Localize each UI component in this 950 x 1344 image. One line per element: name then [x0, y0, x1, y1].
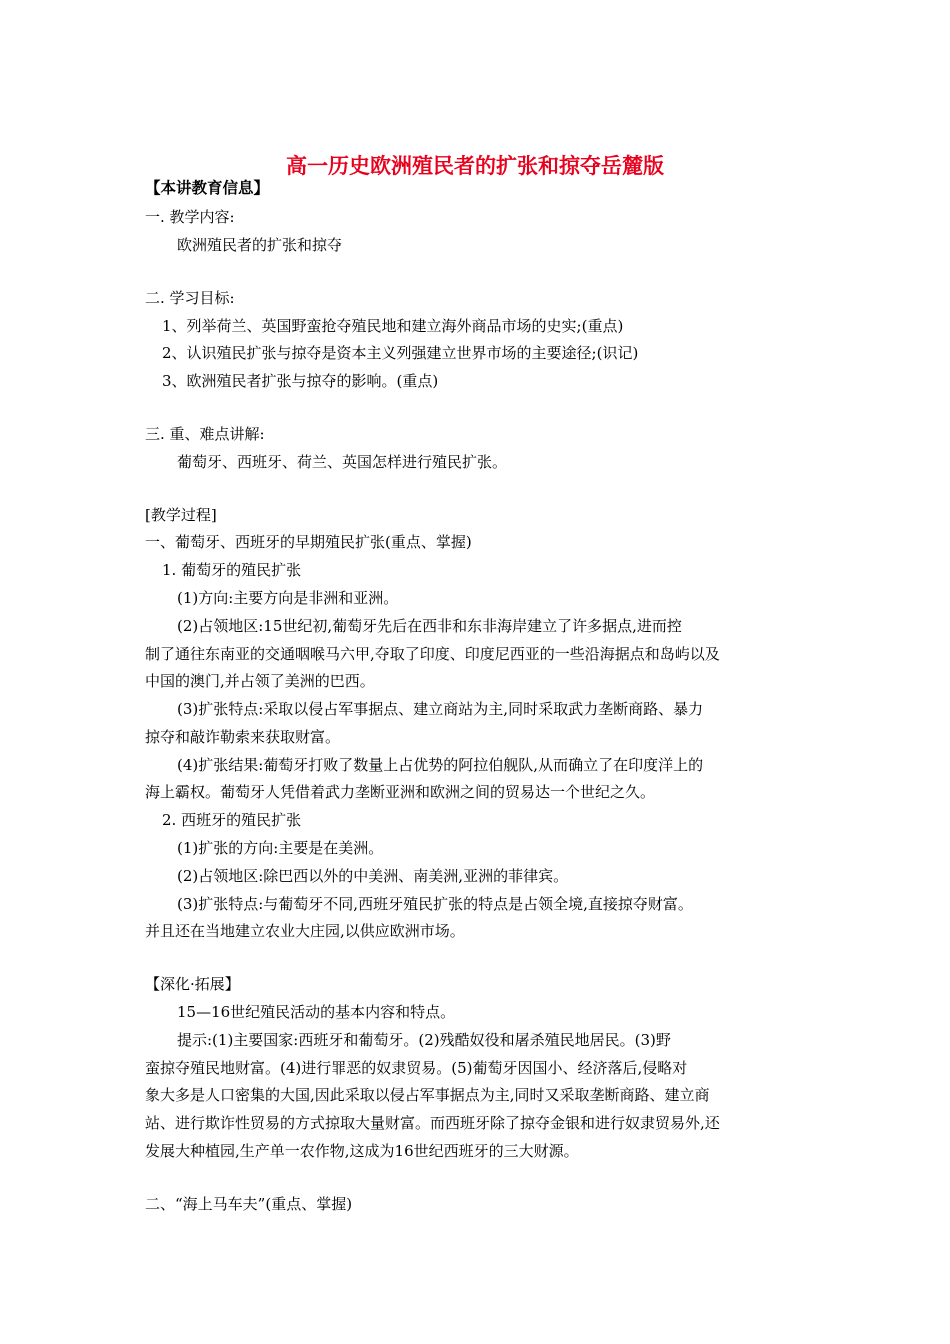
extension-hint-line-1: 提示:(1)主要国家:西班牙和葡萄牙。(2)残酷奴役和屠杀殖民地居民。(3)野 [177, 1031, 671, 1049]
page-title: 高一历史欧洲殖民者的扩张和掠夺岳麓版 [286, 154, 664, 178]
portugal-heading: 1. 葡萄牙的殖民扩张 [162, 561, 302, 579]
goal-item-1: 1、列举荷兰、英国野蛮抢夺殖民地和建立海外商品市场的史实;(重点) [162, 317, 624, 335]
extension-header: 【深化·拓展】 [145, 975, 240, 993]
portugal-result-line-1: (4)扩张结果:葡萄牙打败了数量上占优势的阿拉伯舰队,从而确立了在印度洋上的 [177, 756, 704, 774]
content-body: 欧洲殖民者的扩张和掠夺 [177, 236, 343, 254]
key-points-heading: 三. 重、难点讲解: [145, 425, 265, 443]
portugal-territory-line-3: 中国的澳门,并占领了美洲的巴西。 [145, 672, 375, 690]
extension-hint-line-5: 发展大种植园,生产单一农作物,这成为16世纪西班牙的三大财源。 [145, 1142, 579, 1160]
key-points-body: 葡萄牙、西班牙、荷兰、英国怎样进行殖民扩张。 [177, 453, 508, 471]
part1-heading: 一、葡萄牙、西班牙的早期殖民扩张(重点、掌握) [145, 533, 472, 551]
goals-heading: 二. 学习目标: [145, 289, 235, 307]
spain-heading: 2. 西班牙的殖民扩张 [162, 811, 302, 829]
portugal-direction: (1)方向:主要方向是非洲和亚洲。 [177, 589, 399, 607]
portugal-feature-line-2: 掠夺和敲诈勒索来获取财富。 [145, 728, 341, 746]
process-header: [教学过程] [145, 506, 217, 524]
spain-territory: (2)占领地区:除巴西以外的中美洲、南美洲,亚洲的菲律宾。 [177, 867, 569, 885]
portugal-feature-line-1: (3)扩张特点:采取以侵占军事据点、建立商站为主,同时采取武力垄断商路、暴力 [177, 700, 704, 718]
extension-question: 15—16世纪殖民活动的基本内容和特点。 [177, 1003, 456, 1021]
info-header: 【本讲教育信息】 [145, 179, 270, 197]
spain-feature-line-2: 并且还在当地建立农业大庄园,以供应欧洲市场。 [145, 922, 465, 940]
extension-hint-line-3: 象大多是人口密集的大国,因此采取以侵占军事据点为主,同时又采取垄断商路、建立商 [145, 1086, 710, 1104]
extension-hint-line-4: 站、进行欺诈性贸易的方式掠取大量财富。而西班牙除了掠夺金银和进行奴隶贸易外,还 [145, 1114, 720, 1132]
portugal-result-line-2: 海上霸权。葡萄牙人凭借着武力垄断亚洲和欧洲之间的贸易达一个世纪之久。 [145, 783, 656, 801]
goal-item-2: 2、认识殖民扩张与掠夺是资本主义列强建立世界市场的主要途径;(识记) [162, 344, 639, 362]
spain-direction: (1)扩张的方向:主要是在美洲。 [177, 839, 384, 857]
content-heading: 一. 教学内容: [145, 208, 235, 226]
spain-feature-line-1: (3)扩张特点:与葡萄牙不同,西班牙殖民扩张的特点是占领全境,直接掠夺财富。 [177, 895, 693, 913]
part2-heading: 二、“海上马车夫”(重点、掌握) [145, 1195, 353, 1213]
portugal-territory-line-1: (2)占领地区:15世纪初,葡萄牙先后在西非和东非海岸建立了许多据点,进而控 [177, 617, 682, 635]
portugal-territory-line-2: 制了通往东南亚的交通咽喉马六甲,夺取了印度、印度尼西亚的一些沿海据点和岛屿以及 [145, 645, 720, 663]
goal-item-3: 3、欧洲殖民者扩张与掠夺的影响。(重点) [162, 372, 439, 390]
extension-hint-line-2: 蛮掠夺殖民地财富。(4)进行罪恶的奴隶贸易。(5)葡萄牙因国小、经济落后,侵略对 [145, 1059, 688, 1077]
